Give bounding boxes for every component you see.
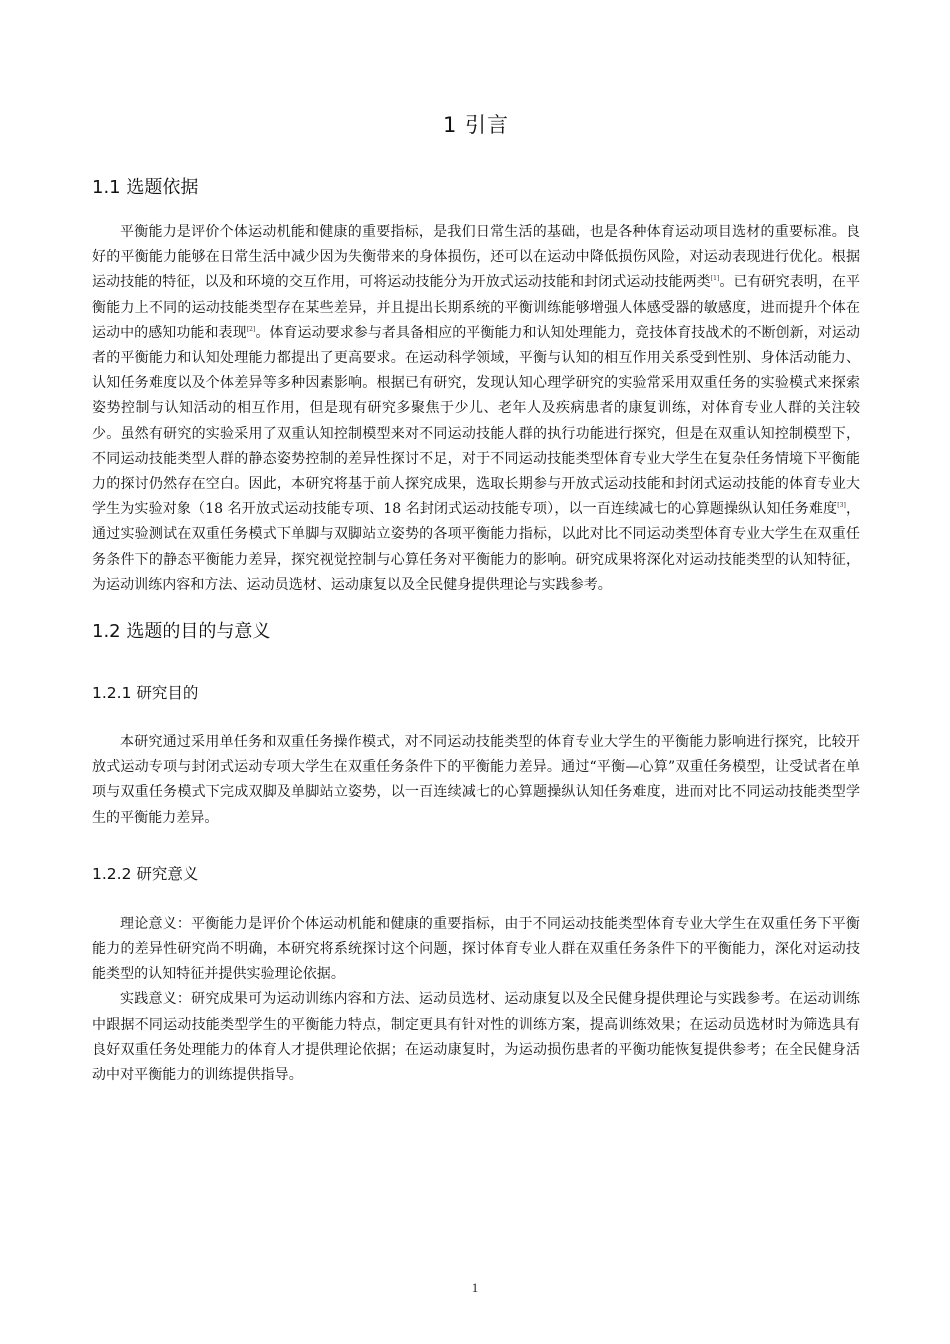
practical-significance-paragraph: 实践意义：研究成果可为运动训练内容和方法、运动员选材、运动康复以及全民健身提供理论与实践参考。在运动训练中跟据不同运动技能类型学生的平衡能力特点，制定更具有针对性的训练方案，提高训练效果；在运动员选材时为筛选具有良好双重任务处理能力的体育人才提供理论依据；在运动康复时，为运动损伤患者的平衡功能恢复提供参考；在全民健身活动中对平衡能力的训练提供指导。 <box>92 991 860 1084</box>
subsection-heading-1-2-2: 1.2.2 研究意义 <box>92 864 199 883</box>
research-purpose-paragraph: 本研究通过采用单任务和双重任务操作模式，对不同运动技能类型的体育专业大学生的平衡能力影响进行探究，比较开放式运动专项与封闭式运动专项大学生在双重任务条件下的平衡能力差异。通过“平衡—心算”双重任务模型，让受试者在单项与双重任务模式下完成双脚及单脚站立姿势，以一百连续减七的心算题操纵认知任务难度，进而对比不同运动技能类型学生的平衡能力差异。 <box>92 734 860 826</box>
subsection-heading-1-2-1: 1.2.1 研究目的 <box>92 684 199 703</box>
theoretical-significance-paragraph: 理论意义：平衡能力是评价个体运动机能和健康的重要指标，由于不同运动技能类型体育专业大学生在双重任务下平衡能力的差异性研究尚不明确，本研究将系统探讨这个问题，探讨体育专业人群在双重任务条件下的平衡能力，深化对运动技能类型的认知特征并提供实验理论依据。 <box>92 915 860 983</box>
page-number: 1 <box>471 1280 479 1295</box>
section-heading-1-2: 1.2 选题的目的与意义 <box>92 621 271 643</box>
citation-marker[interactable]: [3] <box>837 502 846 510</box>
paragraph-text-part: 平衡能力是评价个体运动机能和健康的重要指标，是我们日常生活的基础，也是各种体育运动项目选材的重要标准。良好的平衡能力能够在日常生活中减少因为失衡带来的身体损伤，还可以在运动中降低损伤风险，对运动表现进行优化。根据运动技能的特征，以及和环境的交互作用，可将运动技能分为开放式运动技能和封闭式运动技能两类 <box>92 224 860 291</box>
section-heading-1-1: 1.1 选题依据 <box>92 177 199 198</box>
paragraph-text-part: 。体育运动要求参与者具备相应的平衡能力和认知处理能力，竞技体育技战术的不断创新，对运动者的平衡能力和认知处理能力都提出了更高要求。在运动科学领域，平衡与认知的相互作用关系受到性别、身体活动能力、认知任务难度以及个体差异等多种因素影响。根据已有研究，发现认知心理学研究的实验常采用双重任务的实验模式来探索姿势控制与认知活动的相互作用，但是现有研究多聚焦于少儿、老年人及疾病患者的康复训练，对体育专业人群的关注较少。虽然有研究的实验采用了双重认知控制模型来对不同运动技能人群的执行功能进行探究，但是在双重认知控制模型下，不同运动技能类型人群的静态姿势控制的差异性探讨不足，对于不同运动技能类型体育专业大学生在复杂任务情境下平衡能力的探讨仍然存在空白。因此，本研究将基于前人探究成果，选取长期参与开放式运动技能和封闭式运动技能的体育专业大学生为实验对象（18 名开放式运动技能专项、18 名封闭式运动技能专项），以一百连续减七的心算题操纵认知任务难度 <box>92 324 860 518</box>
paragraph-text-part: 。已有研究表明，在平衡能力上不同的运动技能类型存在某些差异，并且提出长期系统的平衡训练能够增强人体感受器的敏感度，进而提升个体在运动中的感知功能和表现 <box>92 274 860 341</box>
citation-marker[interactable]: [2] <box>246 325 256 333</box>
citation-marker[interactable]: [1] <box>710 275 720 283</box>
paragraph-text-part: ，通过实验测试在双重任务模式下单脚与双脚站立姿势的各项平衡能力指标，以此对比不同运动类型体育专业大学生在双重任务条件下的静态平衡能力差异，探究视觉控制与心算任务对平衡能力的影响。研究成果将深化对运动技能类型的认知特征，为运动训练内容和方法、运动员选材、运动康复以及全民健身提供理论与实践参考。 <box>92 501 860 593</box>
section-1-1-paragraph <box>92 220 860 598</box>
page-content <box>92 108 860 1088</box>
chapter-title: 1 引言 <box>442 113 510 137</box>
